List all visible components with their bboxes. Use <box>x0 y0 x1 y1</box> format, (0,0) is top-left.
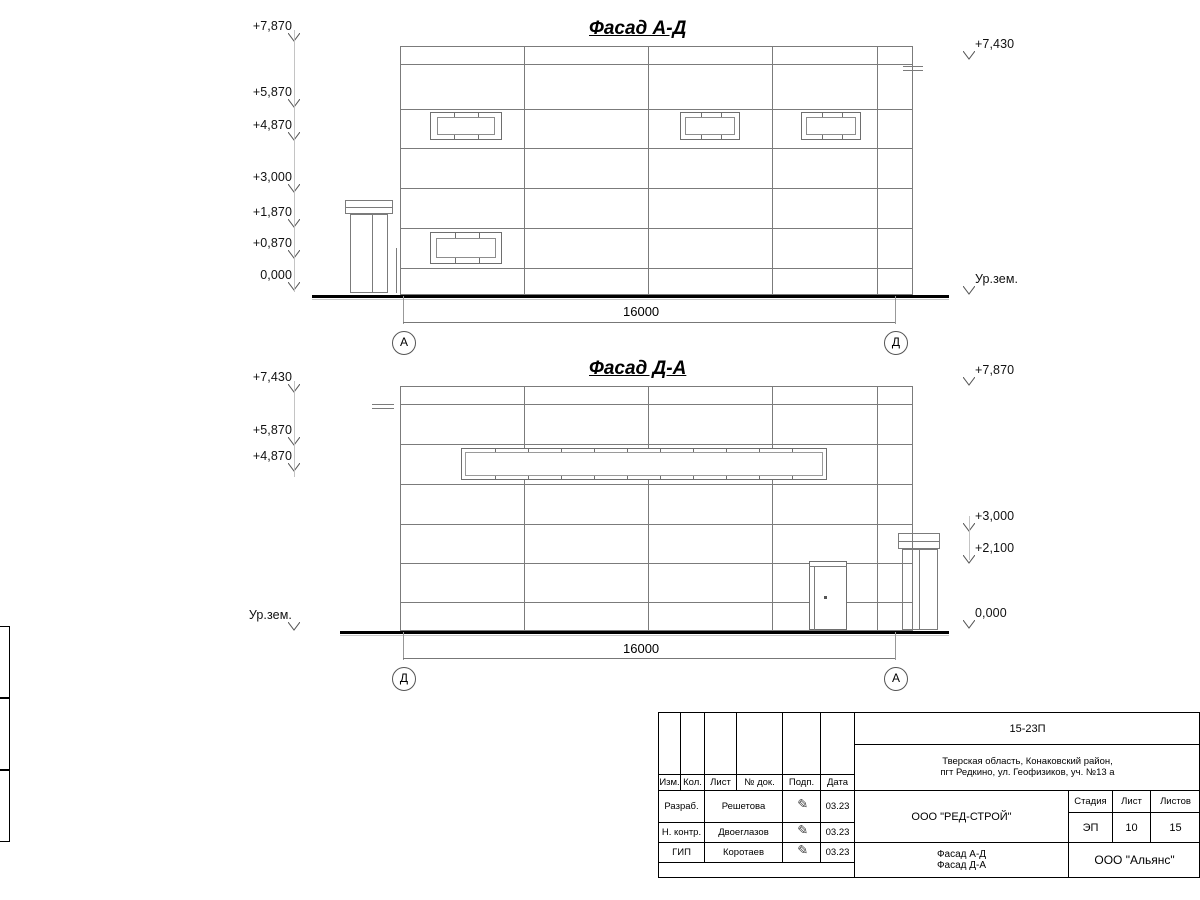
facade2-joint-v <box>648 386 649 631</box>
level-mark-icon <box>963 51 975 60</box>
stamp-col-header: Лист <box>705 775 737 791</box>
facade2-joint <box>400 484 913 485</box>
stamp-empty-cell <box>821 713 855 775</box>
facade1-joint-v <box>524 46 525 295</box>
facade2-door-handle <box>824 596 827 599</box>
stamp-stage-header: Стадия <box>1069 791 1113 813</box>
facade1-level-label: +0,870 <box>252 236 292 250</box>
facade1-axis-left: А <box>392 331 416 355</box>
signature-mark: ✎ <box>794 797 809 815</box>
level-mark-icon <box>963 286 975 295</box>
stamp-designer: ООО "Альянс" <box>1069 843 1200 878</box>
facade1-level-label: 0,000 <box>260 268 292 282</box>
facade1-dim-witness <box>403 296 404 324</box>
stamp-signature <box>783 843 821 863</box>
facade2-level-label-right: +2,100 <box>975 541 1015 555</box>
facade1-ground-hatch <box>312 299 949 300</box>
stamp-sheets-value: 15 <box>1151 813 1200 843</box>
sheet-margin-frame-2 <box>0 698 10 770</box>
facade2-dim-witness <box>895 632 896 660</box>
facade2-entrance-wall <box>902 549 938 630</box>
facade1-joint <box>400 109 913 110</box>
facade1-joint <box>400 268 913 269</box>
facade2-axis-right: А <box>884 667 908 691</box>
facade1-dimension-line <box>403 322 895 323</box>
facade2-parapet-nib <box>372 408 394 409</box>
stamp-sheet-title-line2: Фасад Д-А <box>936 860 987 871</box>
stamp-sheet-value: 10 <box>1113 813 1151 843</box>
facade1-ground-line <box>312 295 949 298</box>
facade1-level-label: +5,870 <box>252 85 292 99</box>
facade2-level-label-right: +7,870 <box>975 363 1015 377</box>
facade1-joint <box>400 188 913 189</box>
facade1-dim-witness <box>895 296 896 324</box>
stamp-customer: ООО "РЕД-СТРОЙ" <box>855 791 1069 843</box>
facade1-joint <box>400 148 913 149</box>
stamp-empty-cell <box>705 713 737 775</box>
stamp-role: Н. контр. <box>659 823 705 843</box>
facade1-parapet-nib <box>903 70 923 71</box>
facade1-window <box>806 117 856 135</box>
facade2-level-label: Ур.зем. <box>248 608 292 622</box>
facade1-level-label-right: Ур.зем. <box>975 272 1019 286</box>
level-mark-icon <box>288 622 300 631</box>
stamp-col-header: № док. <box>737 775 783 791</box>
facade2-level-label-right: 0,000 <box>975 606 1007 620</box>
facade1-entrance-wall <box>350 214 388 293</box>
stamp-sheet-title-line1: Фасад А-Д <box>936 848 987 860</box>
facade2-ground-hatch <box>340 635 949 636</box>
facade2-ground-line <box>340 631 949 634</box>
facade1-entrance-jamb <box>372 214 373 293</box>
facade1-window <box>685 117 735 135</box>
title-block <box>658 712 1200 878</box>
stamp-col-header: Изм. <box>659 775 681 791</box>
facade2-door-head <box>809 566 847 567</box>
facade2-dimension-text: 16000 <box>618 641 664 656</box>
facade1-joint-v <box>772 46 773 295</box>
facade1-level-label: +1,870 <box>252 205 292 219</box>
facade2-level-label-right: +3,000 <box>975 509 1015 523</box>
stamp-col-header: Подп. <box>783 775 821 791</box>
facade1-window <box>437 117 495 135</box>
stamp-col-header: Дата <box>821 775 855 791</box>
level-mark-icon <box>963 620 975 629</box>
stamp-person-name: Коротаев <box>705 843 783 863</box>
facade2-canopy-line <box>898 541 940 542</box>
stamp-sheet-header: Лист <box>1113 791 1151 813</box>
stamp-col-header: Кол. <box>681 775 705 791</box>
stamp-address-line2: пгт Редкино, ул. Геофизиков, уч. №13 а <box>940 766 1115 778</box>
stamp-date: 03.23 <box>821 823 855 843</box>
stamp-bottom-strip <box>659 863 855 878</box>
stamp-address <box>855 745 1200 791</box>
facade2-level-label: +5,870 <box>252 423 292 437</box>
facade2-level-witness-line <box>294 381 295 477</box>
sheet-margin-frame-3 <box>0 770 10 842</box>
facade1-level-label-right: +7,430 <box>975 37 1015 51</box>
level-mark-icon <box>963 377 975 386</box>
facade2-entrance-jamb <box>919 549 920 630</box>
facade2-level-label: +4,870 <box>252 449 292 463</box>
stamp-signature <box>783 791 821 823</box>
facade2-joint <box>400 404 913 405</box>
facade2-parapet-nib <box>372 404 394 405</box>
facade1-level-witness-line <box>294 30 295 292</box>
stamp-role: Разраб. <box>659 791 705 823</box>
facade2-strip-window-inner <box>465 452 823 476</box>
facade1-dimension-text: 16000 <box>618 304 664 319</box>
facade2-joint <box>400 524 913 525</box>
facade2-level-label: +7,430 <box>252 370 292 384</box>
stamp-sheets-header: Листов <box>1151 791 1200 813</box>
stamp-empty-cell <box>681 713 705 775</box>
stamp-empty-cell <box>783 713 821 775</box>
signature-mark: ✎ <box>794 843 809 861</box>
stamp-stage-value: ЭП <box>1069 813 1113 843</box>
stamp-person-name: Решетова <box>705 791 783 823</box>
facade1-joint <box>400 228 913 229</box>
facade1-door-edge <box>396 248 397 293</box>
facade2-joint <box>400 444 913 445</box>
facade1-joint <box>400 64 913 65</box>
stamp-empty-cell <box>659 713 681 775</box>
facade1-title: Фасад А-Д <box>589 18 687 39</box>
stamp-date: 03.23 <box>821 843 855 863</box>
stamp-signature <box>783 823 821 843</box>
stamp-role: ГИП <box>659 843 705 863</box>
facade2-dim-witness <box>403 632 404 660</box>
facade2-level-witness-line-right <box>969 516 970 560</box>
facade1-level-label: +7,870 <box>252 19 292 33</box>
facade2-joint-v <box>772 386 773 631</box>
facade1-parapet-nib <box>903 66 923 67</box>
facade1-joint-v <box>648 46 649 295</box>
facade2-joint-v <box>524 386 525 631</box>
facade2-door-leaf <box>814 566 815 630</box>
stamp-address-line1: Тверская область, Конаковский район, <box>942 755 1113 767</box>
facade1-window <box>436 238 496 258</box>
facade2-dimension-line <box>403 658 895 659</box>
stamp-empty-cell <box>737 713 783 775</box>
facade1-canopy-line <box>345 207 393 208</box>
facade1-level-label: +4,870 <box>252 118 292 132</box>
facade2-joint-v <box>877 386 878 631</box>
sheet-margin-frame-1 <box>0 626 10 698</box>
facade2-title: Фасад Д-А <box>589 358 687 379</box>
facade1-joint-v <box>877 46 878 295</box>
facade1-axis-right: Д <box>884 331 908 355</box>
stamp-project-code: 15-23П <box>855 713 1200 745</box>
stamp-date: 03.23 <box>821 791 855 823</box>
stamp-sheet-title <box>855 843 1069 878</box>
facade1-level-label: +3,000 <box>252 170 292 184</box>
signature-mark: ✎ <box>794 823 809 841</box>
facade2-axis-left: Д <box>392 667 416 691</box>
stamp-person-name: Двоеглазов <box>705 823 783 843</box>
